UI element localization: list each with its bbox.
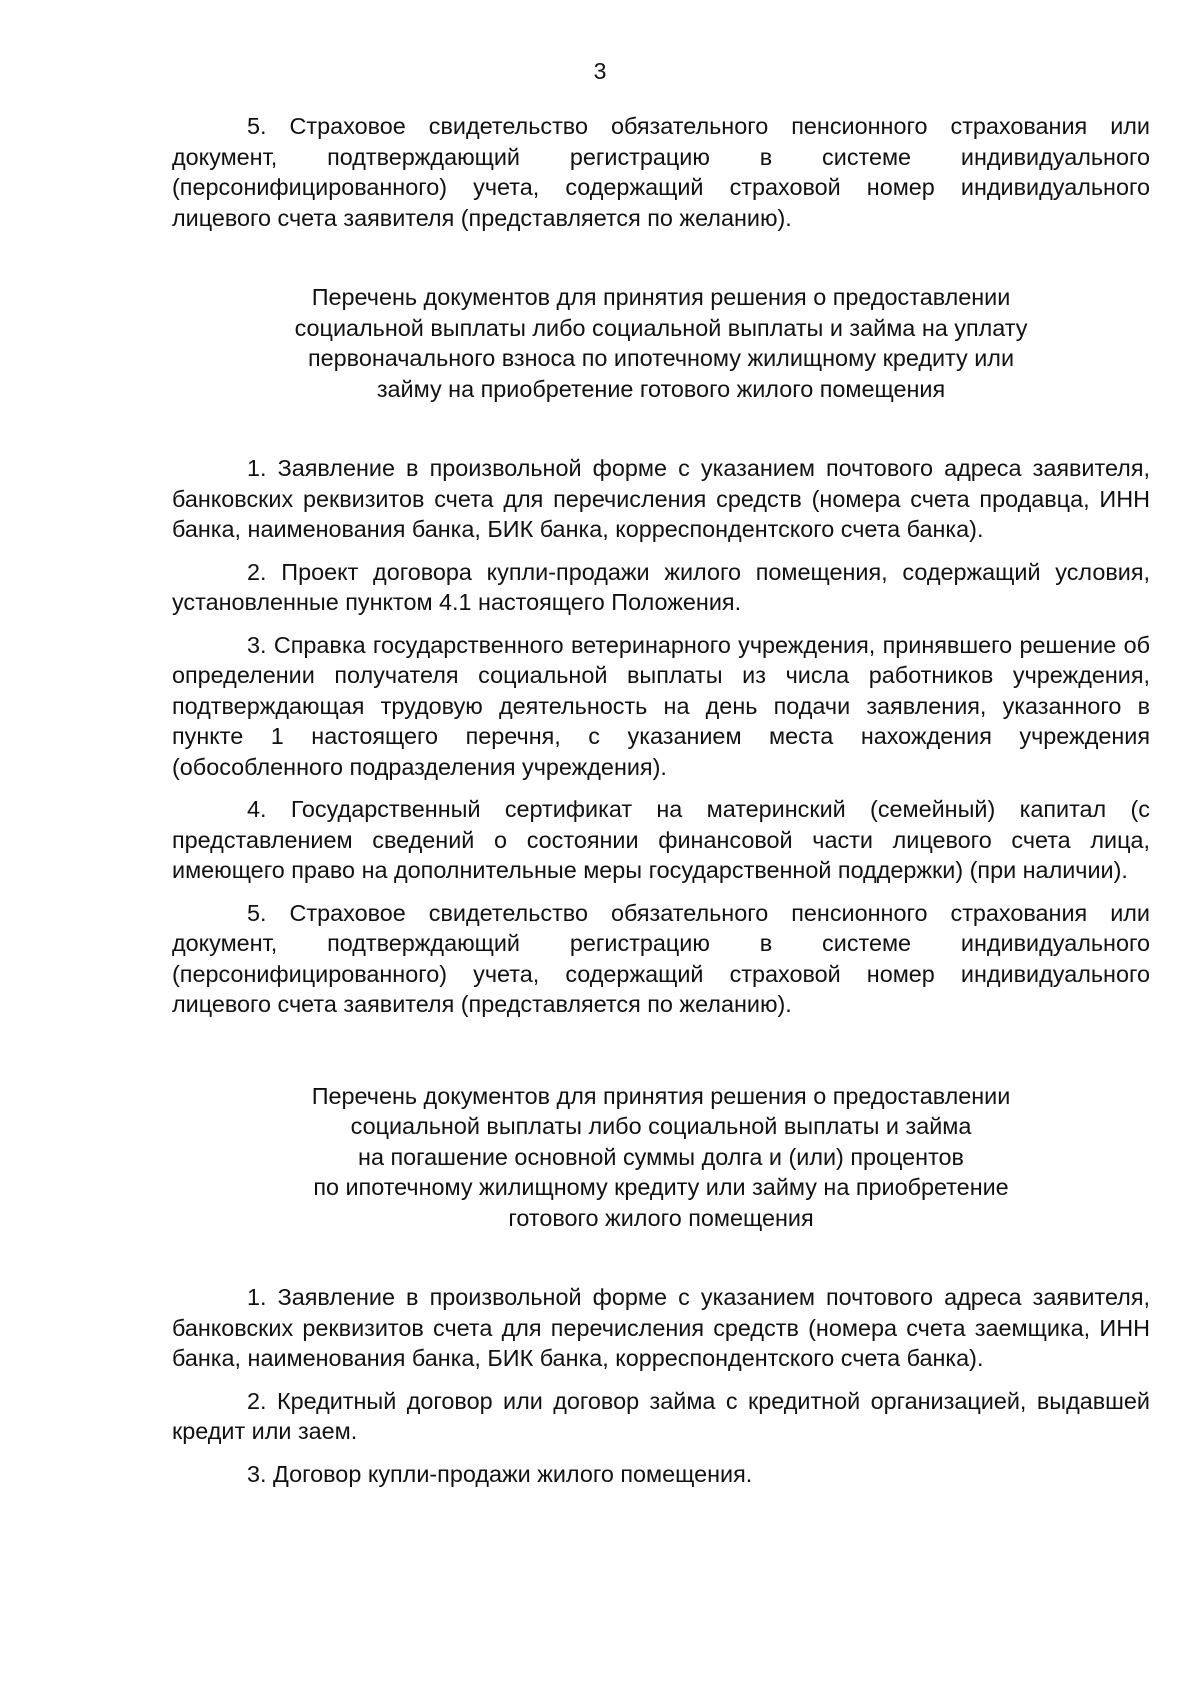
section-heading: Перечень документов для принятия решения о предоставлении социальной выплаты либо социальной выплаты и займа на уплату первоначального взноса по ипотечному жилищному кредиту или займу на приобретение готового жилого помещения [294,284,1028,402]
document-body [172,111,1150,1501]
list-item: 2. Проект договора купли-продажи жилого помещения, содержащий условия, установленные пунктом 4.1 настоящего Положения. [172,558,1150,615]
page-number: 3 [593,58,607,84]
section-heading: Перечень документов для принятия решения о предоставлении социальной выплаты либо социальной выплаты и займа на погашение основной суммы долга и (или) процентов по ипотечному жилищному кредиту или займу на приобретение готового жилого помещения [311,1082,1011,1231]
top-section [172,111,1150,233]
list-item: 3. Договор купли-продажи жилого помещения. [247,1460,753,1487]
list-item: 2. Кредитный договор или договор займа с кредитной организацией, выдавшей кредит или заем. [172,1387,1150,1444]
list-item: 5. Страховое свидетельство обязательного пенсионного страхования или документ, подтверждающий регистрацию в системе индивидуального (персонифицированного) учета, содержащий страховой номер индивидуального лицевого счета заявителя (представляется по желанию). [172,113,1150,231]
list-item: 3. Справка государственного ветеринарного учреждения, принявшего решение об определении получателя социальной выплаты из числа работников учреждения, подтверждающая трудовую деятельность на день подачи заявления, указанного в пункте 1 настоящего перечня, с указанием места нахождения учреждения (обособленного подразделения учреждения). [172,631,1150,780]
list-item: 5. Страховое свидетельство обязательного пенсионного страхования или документ, подтверждающий регистрацию в системе индивидуального (персонифицированного) учета, содержащий страховой номер индивидуального лицевого счета заявителя (представляется по желанию). [172,899,1150,1017]
list-item: 4. Государственный сертификат на материнский (семейный) капитал (с представлением сведений о состоянии финансовой части лицевого счета лица, имеющего право на дополнительные меры государственной поддержки) (при наличии). [172,796,1150,883]
section-2 [172,1081,1150,1490]
section-1 [172,282,1150,1020]
list-item: 1. Заявление в произвольной форме с указанием почтового адреса заявителя, банковских реквизитов счета для перечисления средств (номера счета продавца, ИНН банка, наименования банка, БИК банка, корреспондентского счета банка). [172,455,1150,542]
list-item: 1. Заявление в произвольной форме с указанием почтового адреса заявителя, банковских реквизитов счета для перечисления средств (номера счета заемщика, ИНН банка, наименования банка, БИК банка, корреспондентского счета банка). [172,1284,1150,1371]
